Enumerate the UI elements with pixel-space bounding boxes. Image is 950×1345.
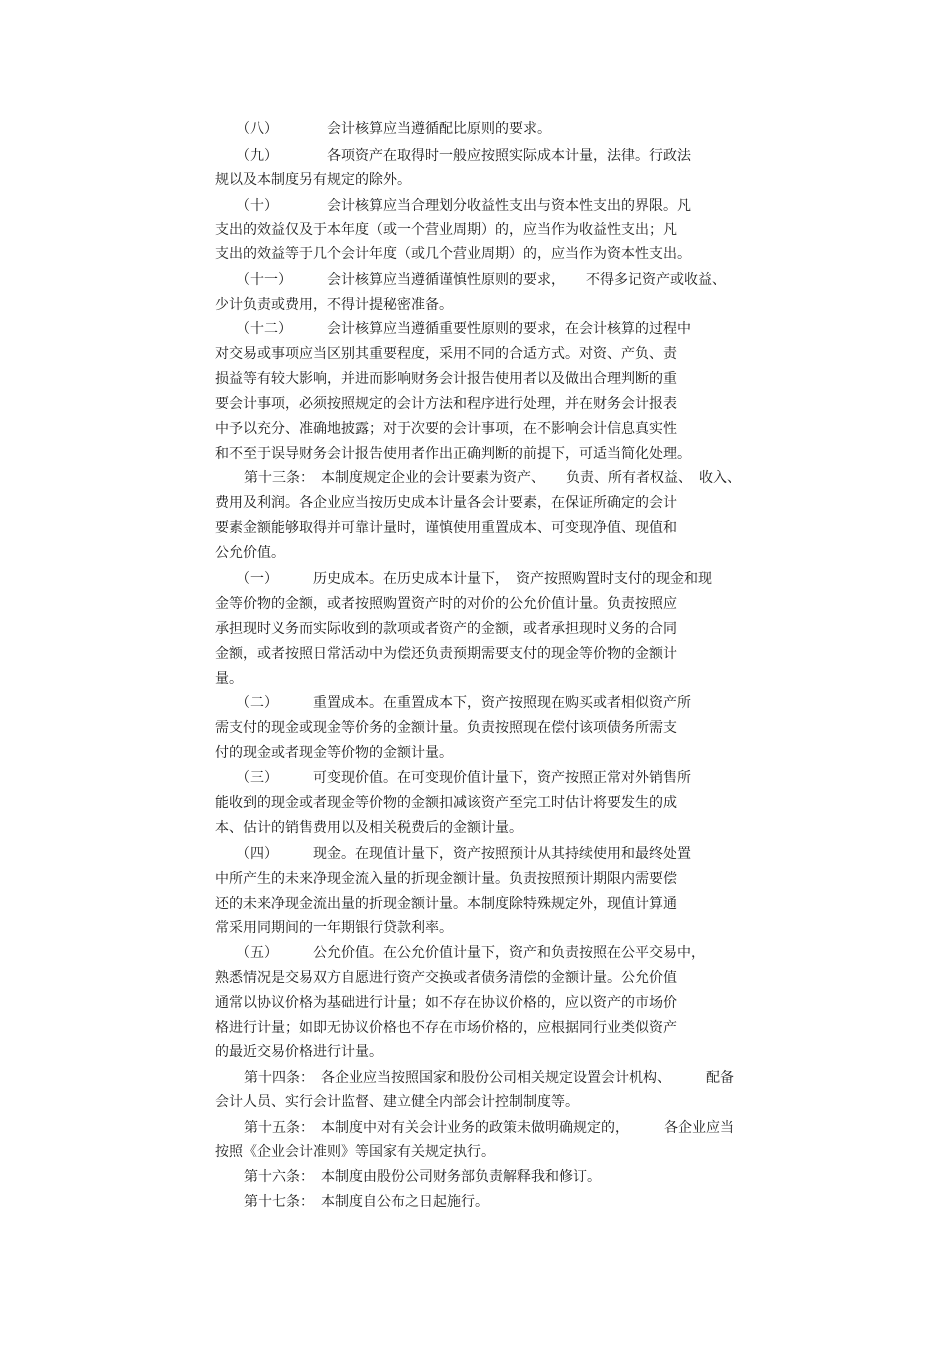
text-line: 要会计事项，必须按照规定的会计方法和程序进行处理，并在财务会计报表 [215, 396, 677, 412]
text-line: 对交易或事项应当区别其重要程度，采用不同的合适方式。对资、产负、责 [215, 346, 677, 362]
text-line: （十） 会计核算应当合理划分收益性支出与资本性支出的界限。凡 [236, 198, 691, 214]
text-line: （四） 现金。在现值计量下，资产按照预计从其持续使用和最终处置 [236, 846, 691, 862]
text-line: 金等价物的金额，或者按照购置资产时的对价的公允价值计量。负责按照应 [215, 596, 677, 612]
text-line: 通常以协议价格为基础进行计量；如不存在协议价格的，应以资产的市场价 [215, 995, 677, 1011]
text-line: （八） 会计核算应当遵循配比原则的要求。 [236, 121, 551, 137]
text-line: （九） 各项资产在取得时一般应按照实际成本计量，法律。行政法 [236, 148, 691, 164]
text-line: 还的未来净现金流出量的折现金额计量。本制度除特殊规定外，现值计算通 [215, 896, 677, 912]
text-line: 需支付的现金或现金等价务的金额计量。负责按照现在偿付该项债务所需支 [215, 720, 677, 736]
text-line: （十二） 会计核算应当遵循重要性原则的要求，在会计核算的过程中 [236, 321, 691, 337]
text-line: 中所产生的未来净现金流入量的折现金额计量。负责按照预计期限内需要偿 [215, 871, 677, 887]
text-line: 中予以充分、准确地披露；对于次要的会计事项，在不影响会计信息真实性 [215, 421, 677, 437]
text-line: （二） 重置成本。在重置成本下，资产按照现在购买或者相似资产所 [236, 695, 691, 711]
text-line: 公允价值。 [215, 545, 285, 561]
text-line: 和不至于误导财务会计报告使用者作出正确判断的前提下，可适当简化处理。 [215, 446, 691, 462]
text-line: 少计负责或费用，不得计提秘密准备。 [215, 297, 453, 313]
text-line: 金额，或者按照日常活动中为偿还负责预期需要支付的现金等价物的金额计 [215, 646, 677, 662]
text-line: 支出的效益等于几个会计年度（或几个营业周期）的，应当作为资本性支出。 [215, 246, 691, 262]
text-line: 第十七条： 本制度自公布之日起施行。 [244, 1194, 489, 1210]
text-line: （一） 历史成本。在历史成本计量下， 资产按照购置时支付的现金和现 [236, 571, 712, 587]
text-line: 规以及本制度另有规定的除外。 [215, 172, 411, 188]
text-line: 的最近交易价格进行计量。 [215, 1044, 383, 1060]
text-line: 按照《企业会计准则》等国家有关规定执行。 [215, 1144, 495, 1160]
text-line: 费用及利润。各企业应当按历史成本计量各会计要素，在保证所确定的会计 [215, 495, 677, 511]
text-line: 要素金额能够取得并可靠计量时，谨慎使用重置成本、可变现净值、现值和 [215, 520, 677, 536]
text-line: 量。 [215, 671, 243, 687]
text-line: 常采用同期间的一年期银行贷款利率。 [215, 920, 453, 936]
text-line: 熟悉情况是交易双方自愿进行资产交换或者债务清偿的金额计量。公允价值 [215, 970, 677, 986]
text-line: 第十五条： 本制度中对有关会计业务的政策未做明确规定的， 各企业应当 [244, 1120, 734, 1136]
text-line: 本、估计的销售费用以及相关税费后的金额计量。 [215, 820, 523, 836]
text-line: 格进行计量；如即无协议价格也不存在市场价格的，应根据同行业类似资产 [215, 1020, 677, 1036]
text-line: 支出的效益仅及于本年度（或一个营业周期）的，应当作为收益性支出；凡 [215, 222, 677, 238]
text-line: （三） 可变现价值。在可变现价值计量下，资产按照正常对外销售所 [236, 770, 691, 786]
text-line: 第十四条： 各企业应当按照国家和股份公司相关规定设置会计机构、 配备 [244, 1070, 734, 1086]
text-line: 能收到的现金或者现金等价物的金额扣减该资产至完工时估计将要发生的成 [215, 795, 677, 811]
text-line: （十一） 会计核算应当遵循谨慎性原则的要求， 不得多记资产或收益、 [236, 272, 726, 288]
text-line: 付的现金或者现金等价物的金额计量。 [215, 745, 453, 761]
text-line: （五） 公允价值。在公允价值计量下，资产和负责按照在公平交易中， [236, 945, 705, 961]
text-line: 会计人员、实行会计监督、建立健全内部会计控制制度等。 [215, 1094, 579, 1110]
text-line: 第十三条： 本制度规定企业的会计要素为资产、 负责、所有者权益、 收入、 [244, 470, 741, 486]
text-line: 承担现时义务而实际收到的款项或者资产的金额，或者承担现时义务的合同 [215, 621, 677, 637]
text-line: 损益等有较大影响，并进而影响财务会计报告使用者以及做出合理判断的重 [215, 371, 677, 387]
text-line: 第十六条： 本制度由股份公司财务部负责解释我和修订。 [244, 1169, 601, 1185]
